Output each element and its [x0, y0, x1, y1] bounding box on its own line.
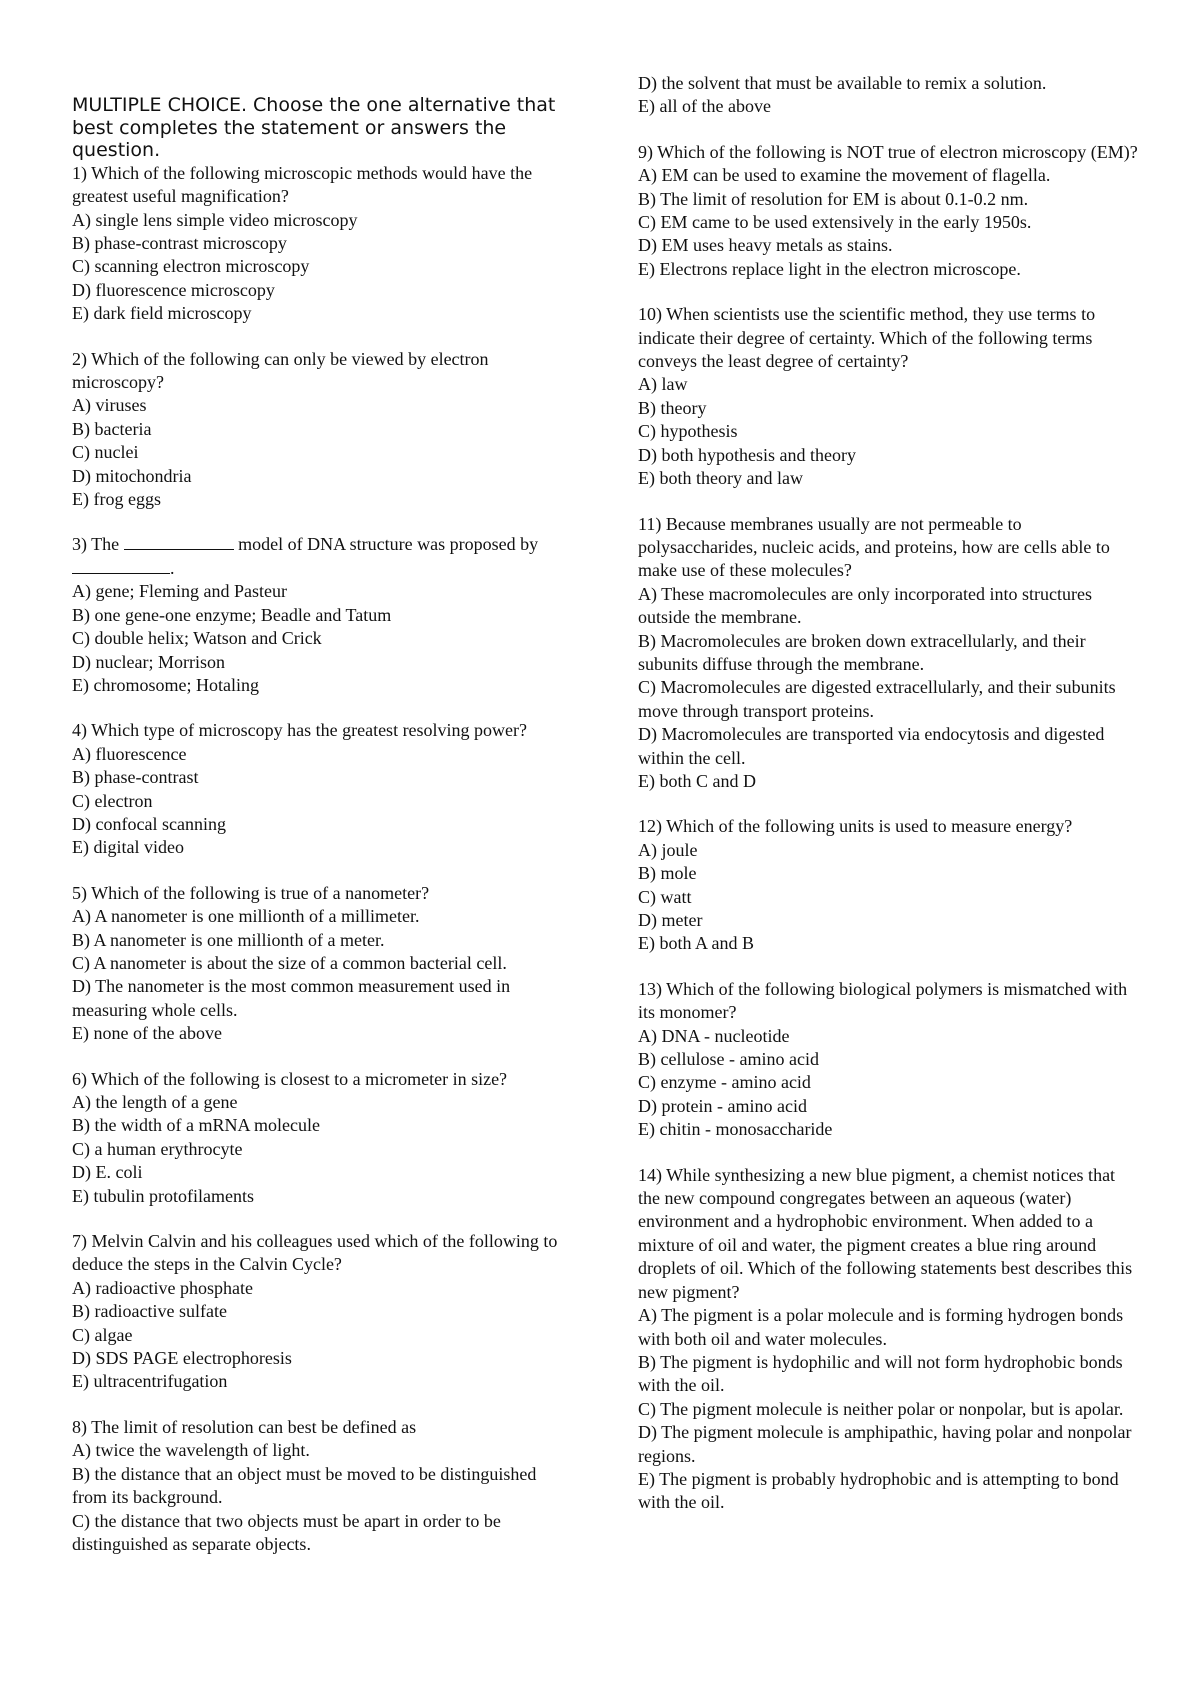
answer-option: D) mitochondria — [72, 465, 192, 486]
question-stem: 11) Because membranes usually are not permeable to polysaccharides, nucleic acids, and proteins, how are cells able to make use of these molecules? — [638, 513, 1110, 581]
answer-option: A) viruses — [72, 395, 147, 416]
question-stem: 2) Which of the following can only be viewed by electron microscopy? — [72, 348, 489, 393]
answer-option: E) digital video — [72, 837, 184, 858]
question-stem: 12) Which of the following units is used to measure energy? — [638, 816, 1073, 837]
answer-option: C) enzyme - amino acid — [638, 1072, 811, 1093]
answer-option: B) cellulose - amino acid — [638, 1049, 819, 1070]
question-stem: 7) Melvin Calvin and his colleagues used which of the following to deduce the steps in the Calvin Cycle? — [72, 1231, 558, 1275]
question-7 — [72, 1230, 572, 1394]
answer-option: A) the length of a gene — [72, 1092, 238, 1112]
answer-option: C) The pigment molecule is neither polar or nonpolar, but is apolar. — [638, 1398, 1124, 1419]
section-header: MULTIPLE CHOICE. Choose the one alternative that best completes the statement or answers the question. — [72, 94, 556, 162]
answer-option: D) the solvent that must be available to remix a solution. — [638, 73, 1047, 93]
question-6 — [72, 1068, 572, 1208]
answer-option: C) nuclei — [72, 442, 139, 463]
question-stem: 6) Which of the following is closest to a micrometer in size? — [72, 1068, 508, 1089]
question-stem: 14) While synthesizing a new blue pigment, a chemist notices that the new compound congregates between an aqueous (water) environment and a hydrophobic environment. When added to a mixture of oil and water, the pigment creates a blue ring around droplets of oil. Which of the following statements best describes this new pigment? — [638, 1164, 1133, 1302]
answer-option: C) A nanometer is about the size of a common bacterial cell. — [72, 952, 507, 973]
answer-option: A) These macromolecules are only incorporated into structures outside the membrane. — [638, 583, 1093, 628]
answer-option: E) chromosome; Hotaling — [72, 674, 259, 695]
question-stem: 4) Which type of microscopy has the greatest resolving power? — [72, 720, 528, 741]
answer-option: E) ultracentrifugation — [72, 1371, 228, 1392]
answer-option: B) theory — [638, 397, 707, 418]
answer-option: D) nuclear; Morrison — [72, 651, 225, 672]
stem-text: . — [170, 557, 175, 578]
answer-option: E) chitin - monosaccharide — [638, 1119, 833, 1140]
answer-option: A) radioactive phosphate — [72, 1277, 253, 1298]
question-stem: 5) Which of the following is true of a nanometer? — [72, 882, 430, 903]
answer-option: E) all of the above — [638, 96, 771, 117]
answer-option: C) hypothesis — [638, 421, 738, 442]
answer-option: A) gene; Fleming and Pasteur — [72, 581, 287, 602]
answer-option: B) A nanometer is one millionth of a meter. — [72, 929, 385, 950]
question-10 — [638, 303, 1138, 490]
answer-option: B) phase-contrast microscopy — [72, 233, 287, 253]
answer-option: B) radioactive sulfate — [72, 1301, 227, 1322]
answer-option: D) EM uses heavy metals as stains. — [638, 235, 893, 256]
fill-in-blank — [124, 535, 234, 550]
stem-text: 3) The — [72, 534, 124, 555]
answer-option: E) Electrons replace light in the electron microscope. — [638, 258, 1021, 279]
answer-option: D) SDS PAGE electrophoresis — [72, 1348, 292, 1369]
answer-option: C) electron — [72, 790, 153, 811]
answer-option: E) none of the above — [72, 1023, 222, 1044]
question-9 — [638, 141, 1138, 281]
question-stem: 10) When scientists use the scientific method, they use terms to indicate their degree of certainty. Which of the following terms conveys the least degree of certainty? — [638, 304, 1096, 372]
answer-option: C) algae — [72, 1324, 133, 1345]
answer-option: C) Macromolecules are digested extracellularly, and their subunits move through transport proteins. — [638, 677, 1116, 721]
answer-option: C) watt — [638, 886, 692, 907]
answer-option: D) The pigment molecule is amphipathic, having polar and nonpolar regions. — [638, 1422, 1132, 1466]
answer-option: A) DNA - nucleotide — [638, 1025, 790, 1046]
question-stem — [72, 533, 572, 580]
fill-in-blank — [72, 559, 170, 574]
answer-option: A) EM can be used to examine the movement of flagella. — [638, 165, 1051, 186]
question-8-continued — [638, 72, 1138, 119]
answer-option: A) law — [638, 374, 688, 395]
answer-option: A) twice the wavelength of light. — [72, 1440, 310, 1461]
answer-option: C) a human erythrocyte — [72, 1138, 243, 1159]
question-4 — [72, 719, 572, 859]
question-8 — [72, 1416, 572, 1556]
answer-option: B) phase-contrast — [72, 767, 199, 788]
answer-option: A) single lens simple video microscopy — [72, 209, 358, 230]
answer-option: A) The pigment is a polar molecule and is forming hydrogen bonds with both oil and water molecules. — [638, 1305, 1124, 1349]
answer-option: B) The pigment is hydophilic and will not form hydrophobic bonds with the oil. — [638, 1351, 1123, 1396]
answer-option: D) both hypothesis and theory — [638, 444, 856, 465]
answer-option: B) mole — [638, 863, 697, 884]
answer-option: D) E. coli — [72, 1162, 143, 1183]
right-column — [638, 72, 1138, 1537]
answer-option: B) bacteria — [72, 418, 152, 439]
question-stem: 9) Which of the following is NOT true of electron microscopy (EM)? — [638, 141, 1138, 162]
question-stem: 13) Which of the following biological polymers is mismatched with its monomer? — [638, 978, 1128, 1023]
answer-option: A) A nanometer is one millionth of a millimeter. — [72, 906, 420, 927]
question-12 — [638, 815, 1138, 955]
answer-option: E) both theory and law — [638, 468, 803, 489]
left-column — [72, 94, 572, 1578]
answer-option: D) Macromolecules are transported via endocytosis and digested within the cell. — [638, 724, 1105, 768]
answer-option: C) EM came to be used extensively in the early 1950s. — [638, 212, 1032, 233]
answer-option: E) dark field microscopy — [72, 303, 252, 324]
answer-option: B) The limit of resolution for EM is about 0.1-0.2 nm. — [638, 188, 1029, 209]
answer-option: C) double helix; Watson and Crick — [72, 628, 322, 649]
question-2 — [72, 348, 572, 512]
answer-option: B) the distance that an object must be moved to be distinguished from its background. — [72, 1463, 537, 1508]
answer-option: E) The pigment is probably hydrophobic and is attempting to bond with the oil. — [638, 1468, 1119, 1513]
question-stem: 1) Which of the following microscopic methods would have the greatest useful magnification? — [72, 162, 533, 207]
answer-option: E) both A and B — [638, 933, 754, 954]
question-14 — [638, 1164, 1138, 1515]
question-13 — [638, 978, 1138, 1142]
answer-option: E) tubulin protofilaments — [72, 1185, 254, 1206]
answer-option: B) the width of a mRNA molecule — [72, 1115, 320, 1136]
question-5 — [72, 882, 572, 1046]
stem-text: model of DNA structure was proposed by — [233, 534, 539, 555]
answer-option: C) the distance that two objects must be apart in order to be distinguished as separate objects. — [72, 1510, 501, 1554]
answer-option: D) confocal scanning — [72, 813, 226, 834]
answer-option: B) one gene-one enzyme; Beadle and Tatum — [72, 604, 392, 625]
question-1 — [72, 162, 572, 326]
answer-option: D) protein - amino acid — [638, 1095, 807, 1116]
question-11 — [638, 513, 1138, 794]
answer-option: C) scanning electron microscopy — [72, 256, 310, 277]
question-stem: 8) The limit of resolution can best be defined as — [72, 1416, 417, 1437]
question-3 — [72, 533, 572, 697]
answer-option: D) meter — [638, 910, 703, 930]
answer-option: A) fluorescence — [72, 743, 187, 764]
answer-option: E) both C and D — [638, 770, 756, 791]
answer-option: D) The nanometer is the most common measurement used in measuring whole cells. — [72, 976, 511, 1020]
answer-option: B) Macromolecules are broken down extracellularly, and their subunits diffuse through the membrane. — [638, 630, 1086, 674]
answer-option: E) frog eggs — [72, 489, 161, 510]
answer-option: D) fluorescence microscopy — [72, 279, 275, 300]
answer-option: A) joule — [638, 839, 698, 860]
